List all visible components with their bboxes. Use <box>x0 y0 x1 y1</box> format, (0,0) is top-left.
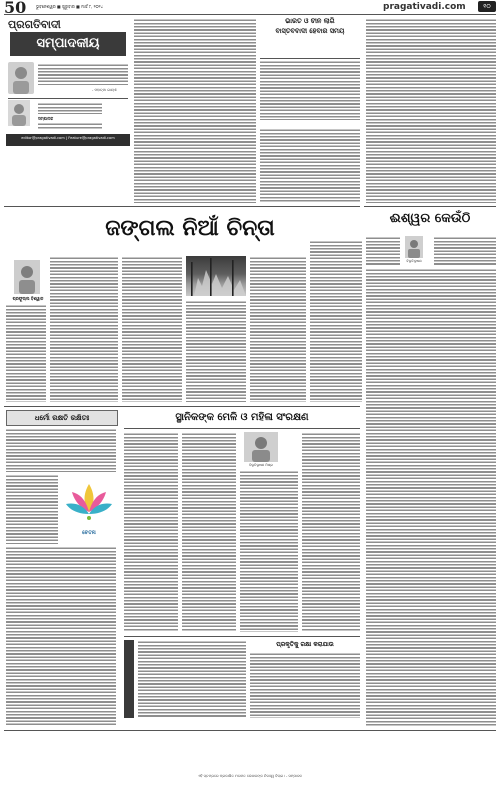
women-article-headline: ସ୍ଥାନିକଙ୍କ ମେଳି ଓ ମହିଳା ସଂରକ୍ଷଣ <box>175 412 309 423</box>
page-number: ୧୦ <box>483 3 491 10</box>
section-title: ସମ୍ପାଦକୀୟ <box>36 36 100 51</box>
address-lines <box>38 122 102 130</box>
top-article-headline-box <box>260 16 360 59</box>
founder-portrait <box>8 100 30 126</box>
women-author-photo <box>244 432 278 462</box>
masthead-block <box>4 16 132 206</box>
header-rule <box>4 14 496 15</box>
editorial-headline: ଜଙ୍ଗଲ ନିଆଁ ଚିନ୍ତା <box>105 216 275 241</box>
lotus-icon <box>62 478 116 526</box>
women-col-3 <box>240 470 298 632</box>
bottom-article-col-1 <box>138 640 246 718</box>
top-article-headline: ଭାରତ ଓ ଚୀନ ଲାଗି ବାସ୍ତବବାଦୀ ହେବାର ସମୟ <box>275 17 345 35</box>
dharma-body-3 <box>6 546 116 726</box>
author-illustration <box>14 260 40 294</box>
column-right-side <box>434 236 496 266</box>
editorial-col-2 <box>122 256 182 402</box>
fire-illustration <box>186 256 246 296</box>
bottom-article-headline: ପ୍ରକୃତିକୁ ରକ୍ଷା କରାଯାଉ <box>276 641 334 648</box>
portrait-illustration <box>8 62 34 94</box>
column-right-body <box>366 268 496 726</box>
date-line: ଭୁବନେଶ୍ୱର ■ ଗୁରୁବାର ■ ମାର୍ଚ୍ଚ ୮, ୨୦୨୪ <box>36 4 104 9</box>
column-right-intro <box>366 236 400 266</box>
forest-fire-photo <box>186 256 246 296</box>
founder-illustration <box>8 100 30 126</box>
author-illustration <box>405 236 423 258</box>
column-right-headline: ଈଶ୍ୱର କେଉଁଠି <box>389 211 471 226</box>
author-illustration <box>244 432 278 462</box>
editor-label: ସମ୍ପାଦକ <box>38 116 54 121</box>
column-right-author-photo <box>405 236 423 258</box>
editorial-col-5 <box>310 240 362 402</box>
editorial-col-4 <box>250 256 306 402</box>
masthead-divider <box>8 98 128 99</box>
women-col-2 <box>182 432 236 632</box>
footer-rule <box>4 730 496 731</box>
bottom-article-tag <box>124 640 134 718</box>
page-number-badge <box>478 1 496 12</box>
editorial-col-3 <box>186 300 246 402</box>
top-right-text <box>366 18 496 203</box>
top-article-body <box>260 128 360 203</box>
lower-section-rule <box>4 406 360 407</box>
top-header <box>0 0 500 17</box>
website: pragativadi.com <box>383 2 466 12</box>
dharma-headline-box <box>6 410 118 426</box>
gandhi-portrait <box>8 62 34 94</box>
contact-line: editor@pragativadi.com | Feature@pragativadi.com <box>21 135 115 140</box>
top-middle-text <box>134 18 256 203</box>
anniversary-logo: 50 <box>4 0 27 17</box>
women-article-rule <box>124 428 360 429</box>
top-article-intro <box>260 60 360 120</box>
quote-author: - ମହାତ୍ମା ଗାନ୍ଧୀ <box>92 88 117 92</box>
column-right-author: ବିଭୂତିଭୂଷଣ <box>406 259 422 263</box>
dharma-body-1 <box>6 428 116 472</box>
editorial-top-rule <box>4 206 360 207</box>
contact-box <box>6 134 130 146</box>
editorial-author: ପ୍ରଫୁଲ୍ଲ ବିଶ୍ୱାଳ <box>12 296 44 301</box>
editorial-author-photo <box>14 260 40 294</box>
footer-line: ଏହି ସ୍ତମ୍ଭରେ ପ୍ରକାଶିତ ମତାମତ ଲେଖକଙ୍କ ନିଜସ୍ୱ ବିଚାର। - ସମ୍ପାଦକ <box>197 774 303 778</box>
women-col-1 <box>124 432 178 632</box>
bottom-article-col-2 <box>250 652 360 718</box>
bottom-article-rule <box>124 636 360 637</box>
founder-info <box>38 102 102 114</box>
editorial-author-bio <box>6 304 46 402</box>
section-title-box <box>10 32 126 56</box>
women-col-4 <box>302 432 360 632</box>
dharma-body-2 <box>6 474 58 544</box>
editorial-col-1 <box>50 256 118 402</box>
quote-text <box>38 63 128 85</box>
women-author: ବିଭୂତିଭୂଷଣ ମିଶ୍ର <box>249 463 273 467</box>
chetana-logo <box>62 478 116 536</box>
paper-name: ପ୍ରଗତିବାଦୀ <box>8 18 61 31</box>
chetana-caption: ଚେତନା <box>82 530 96 536</box>
dharma-headline: ଧର୍ମୋ ରକ୍ଷତି ରକ୍ଷିତଃ <box>34 414 90 422</box>
